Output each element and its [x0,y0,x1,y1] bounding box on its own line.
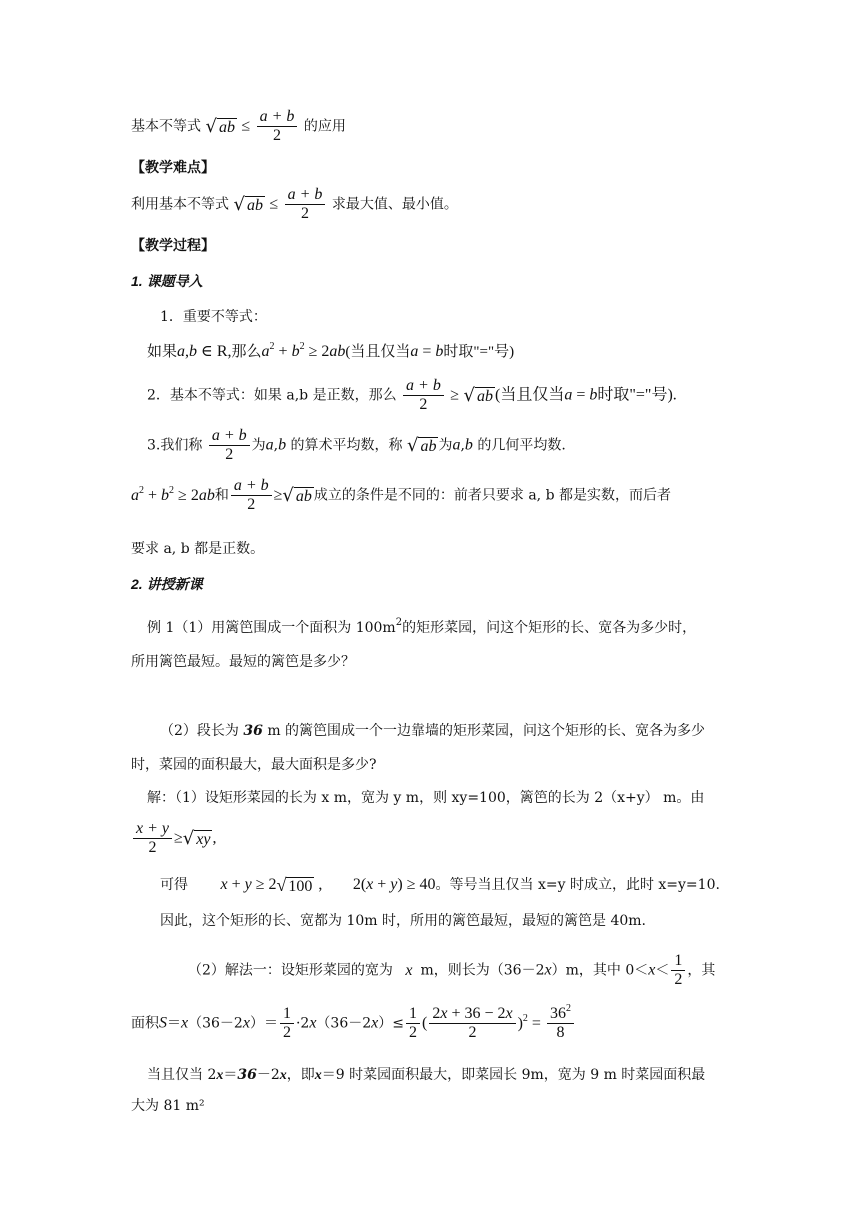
heading-difficulty: 【教学难点】 [131,160,215,176]
solution-1-result: 可得 x + y ≥ 2√ 100 , 2(x + y) ≥ 40。等号当且仅当 x=y 时成立，此时 x=y=10. [160,874,720,895]
line-difficulty: 利用基本不等式 √ ab ≤ $\frac{a + b}{2}$ 求最大值、最小值。 [131,186,458,222]
section-title-2: 2. 讲授新课 [131,576,203,592]
solution-2-conclusion-cont: 大为 81 m² [131,1098,205,1114]
example-1-part-2-cont: 时，菜园的面积最大，最大面积是多少? [131,757,377,773]
item-3: 3.我们称 $\frac{a + b}{2}$ 为a,b 的算术平均数，称 √ ab 为a,b 的几何平均数. [147,427,566,463]
comparison-line-2: 要求 a, b 都是正数。 [131,541,265,557]
example-1-part-2: （2）段长为 36 m 的篱笆围成一个一边靠墙的矩形菜园，问这个矩形的长、宽各为多少 [160,723,706,739]
fraction-a-plus-b-over-2: $\frac{a + b}{2}$ [257,108,298,145]
comparison-line: $a^2 + b^2 \ge 2ab$和 $\frac{a + b}{2}$ ≥√ ab 成立的条件是不同的：前者只要求 a, b 都是实数，而后者 [131,477,671,513]
heading-process: 【教学过程】 [131,238,215,254]
item-1-formula: 如果a,b ∈ R,那么$a^2 + b^2 \ge 2ab$(当且仅当a = b时取"="号) [147,341,515,360]
example-1-part-1: 例 1（1）用篱笆围成一个面积为 $100m^2$的矩形菜园，问这个矩形的长、宽各为多少时， [147,617,697,636]
solution-1: 解：（1）设矩形菜园的长为 x m，宽为 y m，则 xy=100，篱笆的长为 2（x+y） m。由 [147,790,705,806]
example-1-part-1-cont: 所用篱笆最短。最短的篱笆是多少？ [131,654,355,670]
solution-2-area: 面积S＝x（36－2x）＝ $\frac{1}{2}$ ·2x（36－2x）≤ $\frac{1}{2}$ ( $\frac{2x + 36 - 2x}{2}$ )$^2$ = $\frac{36^2}{8}$ [131,1005,576,1042]
item-2: 2．基本不等式：如果 a,b 是正数，那么 $\frac{a + b}{2}$ ≥ √ ab (当且仅当a = b时取"="号). [147,377,677,413]
solution-1-fraction: $\frac{x + y}{2}$ ≥√ xy , [131,820,216,857]
line-application: 基本不等式 √ ab ≤ $\frac{a + b}{2}$ 的应用 [131,108,346,144]
solution-1-conclusion: 因此，这个矩形的长、宽都为 10m 时，所用的篱笆最短，最短的篱笆是 40m. [160,913,646,929]
item-1: 1．重要不等式： [160,309,267,325]
solution-2-conclusion: 当且仅当 2x＝36－2x，即x＝9 时菜园面积最大，即菜园长 9m，宽为 9 m 时菜园面积最 [147,1067,706,1083]
sqrt-ab: √ ab [205,116,235,137]
solution-2-setup: （2）解法一：设矩形菜园的宽为 x m，则长为（36－2x）m，其中 0＜x＜ $\frac{1}{2}$ ，其 [188,952,716,988]
section-title-1: 1. 课题导入 [131,273,203,289]
